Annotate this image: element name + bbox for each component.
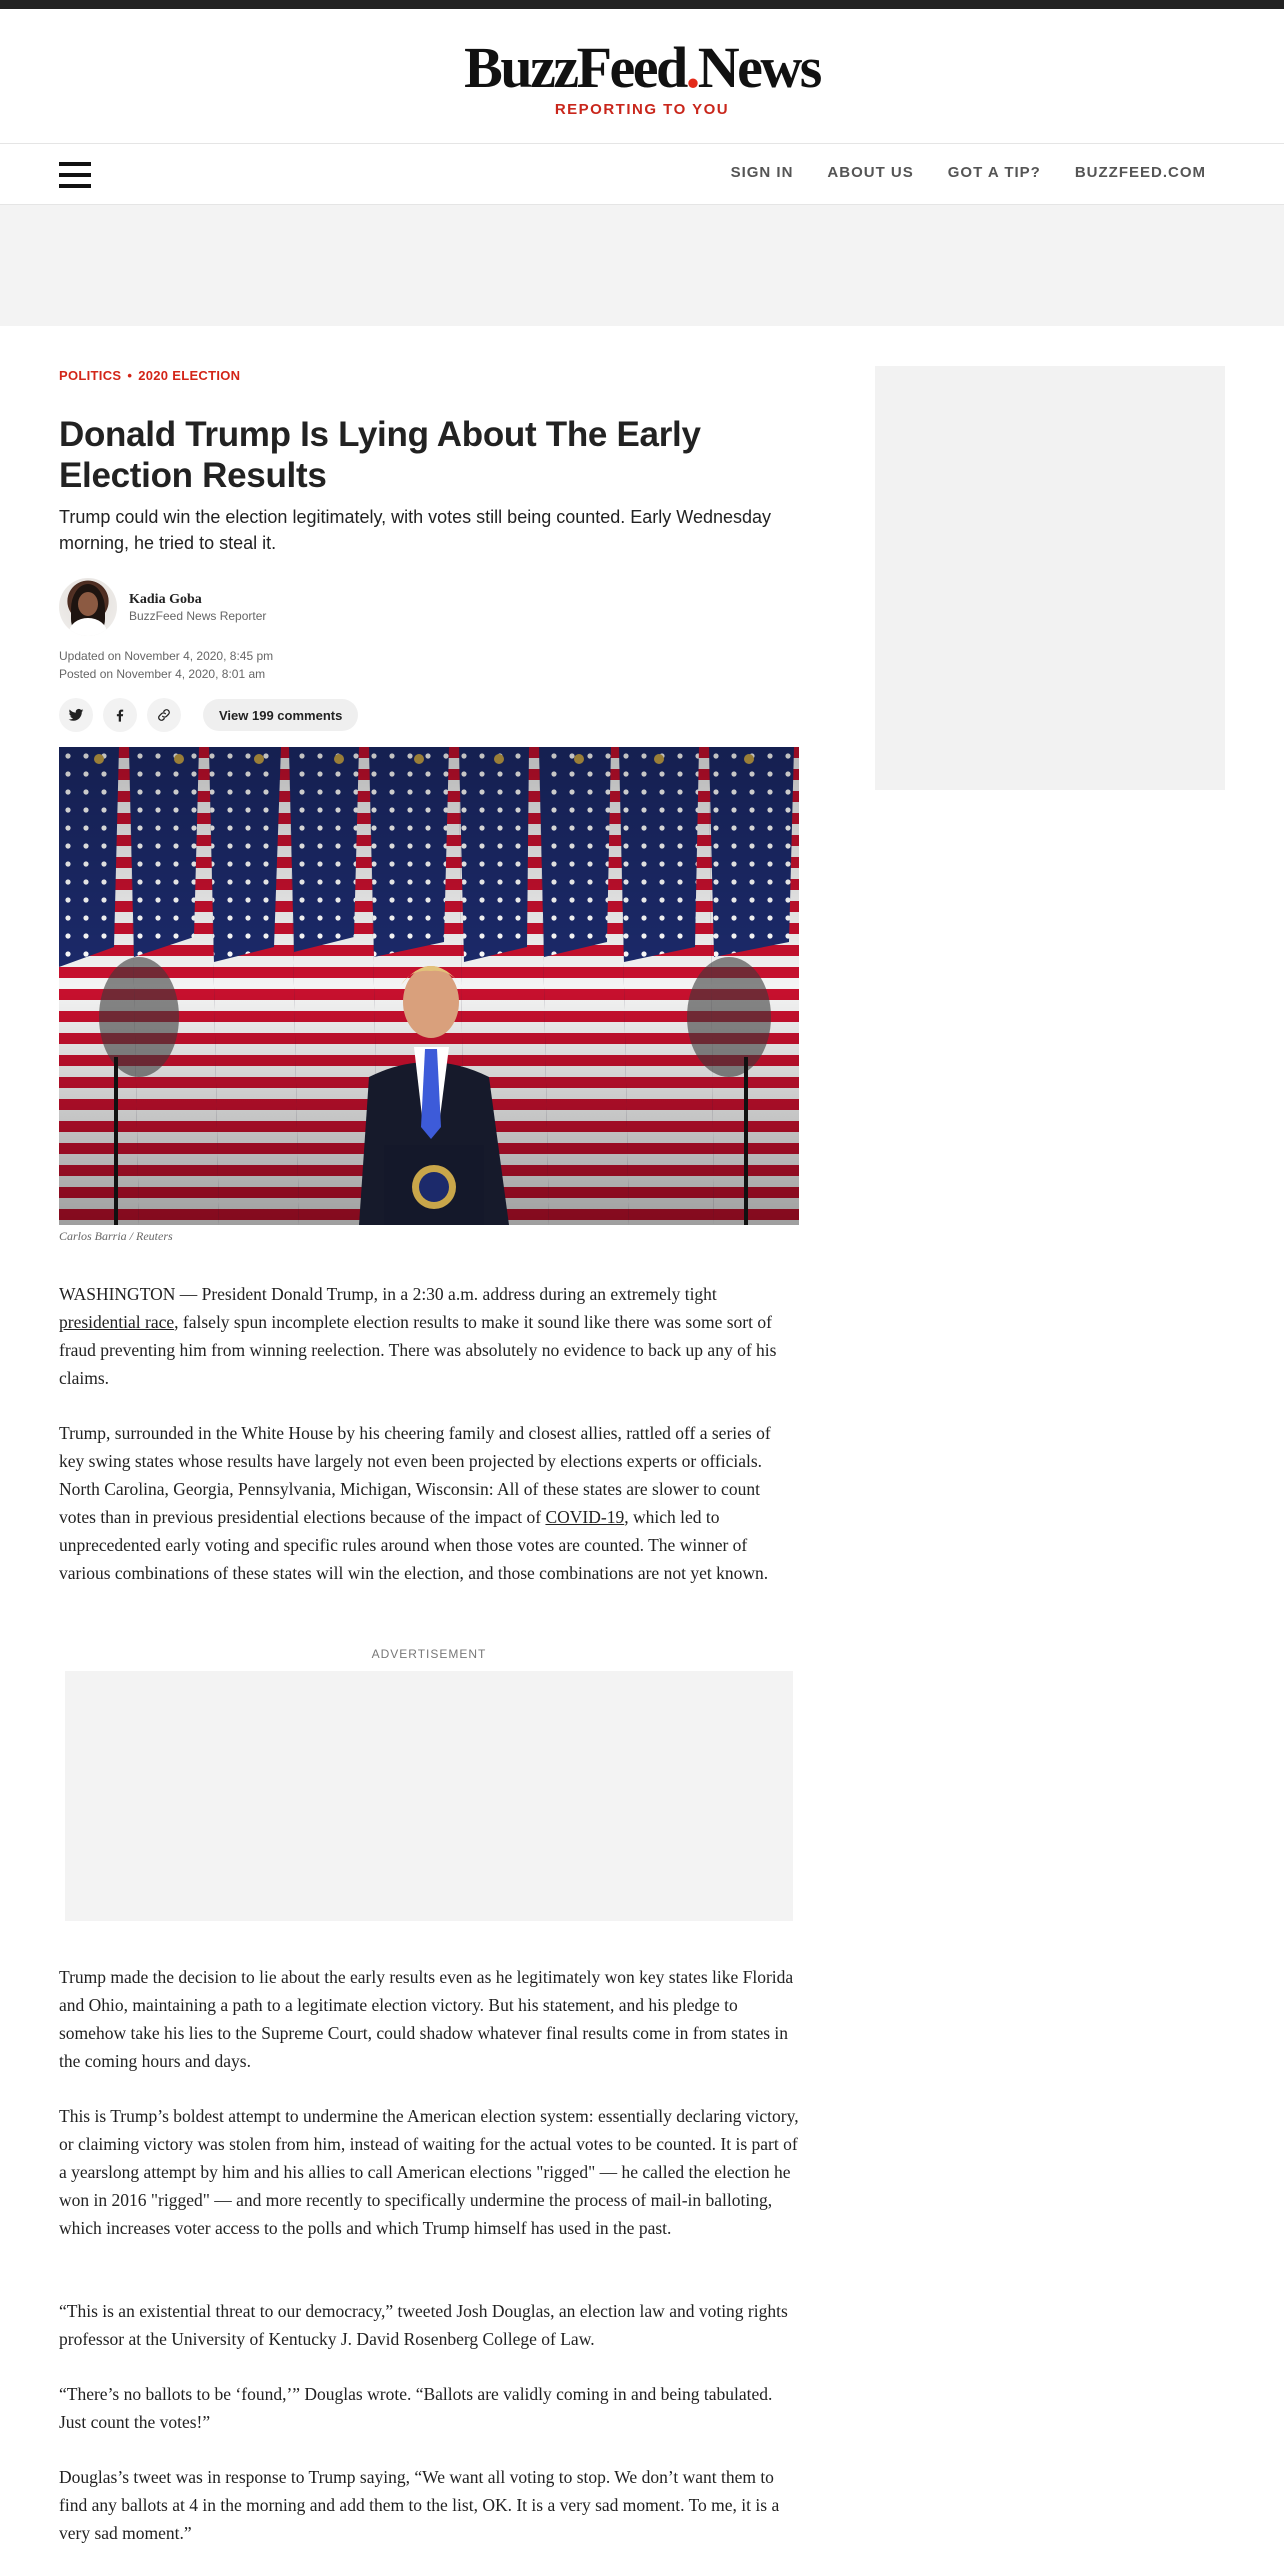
facebook-icon: [112, 707, 128, 723]
paragraph-1: WASHINGTON — President Donald Trump, in a 2:30 a.m. address during an extremely tight presidential race, falsely spun incomplete election results to make it sound like there was some sort of fraud preventing him from winning reelection. There was absolutely no evidence to back up any of his claims.: [59, 1284, 777, 1388]
paragraph-7: Douglas’s tweet was in response to Trump saying, “We want all voting to stop. We don’t want them to find any ballots at 4 in the morning and add them to the list, OK. It is a very sad moment. To me, it is a very sad moment.”: [59, 2467, 780, 2543]
copy-link-button[interactable]: [147, 698, 181, 732]
hero-caption: Carlos Barria / Reuters: [59, 1229, 173, 1243]
nav-got-a-tip[interactable]: GOT A TIP?: [947, 164, 1041, 181]
paragraph-4: This is Trump’s boldest attempt to undermine the American election system: essentially declaring victory, or claiming victory was stolen from him, instead of waiting for the actual votes to be counted. It is part of a yearslong attempt by him and his allies to call American elections "rigged" — he called the election he won in 2016 "rigged" — and more recently to specifically undermine the process of mail-in balloting, which increases voter access to the polls and which Trump himself has used in the past.: [59, 2106, 799, 2238]
sidebar-ad-slot: [875, 366, 1225, 790]
breadcrumb-separator: •: [127, 368, 133, 383]
nav-about-us[interactable]: ABOUT US: [827, 164, 914, 181]
twitter-icon: [68, 707, 84, 723]
article-dek: Trump could win the election legitimately, with votes still being counted. Early Wednesday morning, he tried to steal it.: [59, 507, 772, 553]
article-headline: Donald Trump Is Lying About The Early Election Results: [59, 415, 701, 495]
author-name[interactable]: Kadia Goba: [129, 592, 202, 607]
top-nav: [0, 143, 1284, 205]
tagline: REPORTING TO YOU: [554, 101, 730, 118]
nav-sign-in[interactable]: SIGN IN: [730, 164, 794, 181]
advertisement-label: ADVERTISEMENT: [371, 1647, 487, 1661]
paragraph-5: “This is an existential threat to our democracy,” tweeted Josh Douglas, an election law and voting rights professor at the University of Kentucky J. David Rosenberg College of Law.: [59, 2301, 788, 2349]
link-covid-19[interactable]: COVID-19: [545, 1507, 625, 1527]
paragraph-6: “There’s no ballots to be ‘found,’” Douglas wrote. “Ballots are validly coming in and being tabulated. Just count the votes!”: [59, 2384, 773, 2432]
inline-ad-slot: [65, 1671, 793, 1921]
top-strip: [0, 0, 1284, 9]
posted-timestamp: Posted on November 4, 2020, 8:01 am: [59, 667, 266, 681]
breadcrumb: [59, 368, 240, 383]
twitter-share-button[interactable]: [59, 698, 93, 732]
top-ad-banner: [0, 205, 1284, 326]
link-presidential-race[interactable]: presidential race: [59, 1312, 175, 1332]
author-avatar[interactable]: [59, 578, 117, 636]
share-row: [59, 698, 358, 732]
logo-dot: .: [685, 35, 698, 100]
breadcrumb-politics[interactable]: POLITICS: [59, 368, 122, 383]
timestamps: [59, 647, 273, 683]
hamburger-menu-icon[interactable]: [59, 162, 91, 188]
hero-image: [59, 747, 799, 1225]
logo-text-buzzfeed: BuzzFeed: [464, 35, 686, 100]
nav-links: [731, 164, 1206, 181]
breadcrumb-2020-election[interactable]: 2020 ELECTION: [138, 368, 241, 383]
nav-buzzfeed-com[interactable]: BUZZFEED.COM: [1074, 164, 1206, 181]
author-title: BuzzFeed News Reporter: [129, 609, 267, 623]
masthead: [0, 9, 1284, 143]
link-icon: [156, 707, 172, 723]
facebook-share-button[interactable]: [103, 698, 137, 732]
view-comments-button[interactable]: View 199 comments: [203, 699, 358, 731]
updated-timestamp: Updated on November 4, 2020, 8:45 pm: [59, 649, 274, 663]
logo-text-news: News: [697, 35, 820, 100]
paragraph-3: Trump made the decision to lie about the early results even as he legitimately won key states like Florida and Ohio, maintaining a path to a legitimate election victory. But his statement, and his pledge to somehow take his lies to the Supreme Court, could shadow whatever final results come in from states in the coming hours and days.: [59, 1967, 794, 2071]
paragraph-2: Trump, surrounded in the White House by his cheering family and closest allies, rattled off a series of key swing states whose results have largely not even been projected by elections experts or officials. North Carolina, Georgia, Pennsylvania, Michigan, Wisconsin: All of these states are slower to count votes than in previous presidential elections because of the impact of COVID-19, which led to unprecedented early voting and specific rules around when those votes are counted. The winner of various combinations of these states will win the election, and those combinations are not yet known.: [59, 1423, 771, 1583]
hero-photo-illustration: [59, 747, 799, 1225]
buzzfeed-news-logo[interactable]: [0, 35, 1284, 100]
